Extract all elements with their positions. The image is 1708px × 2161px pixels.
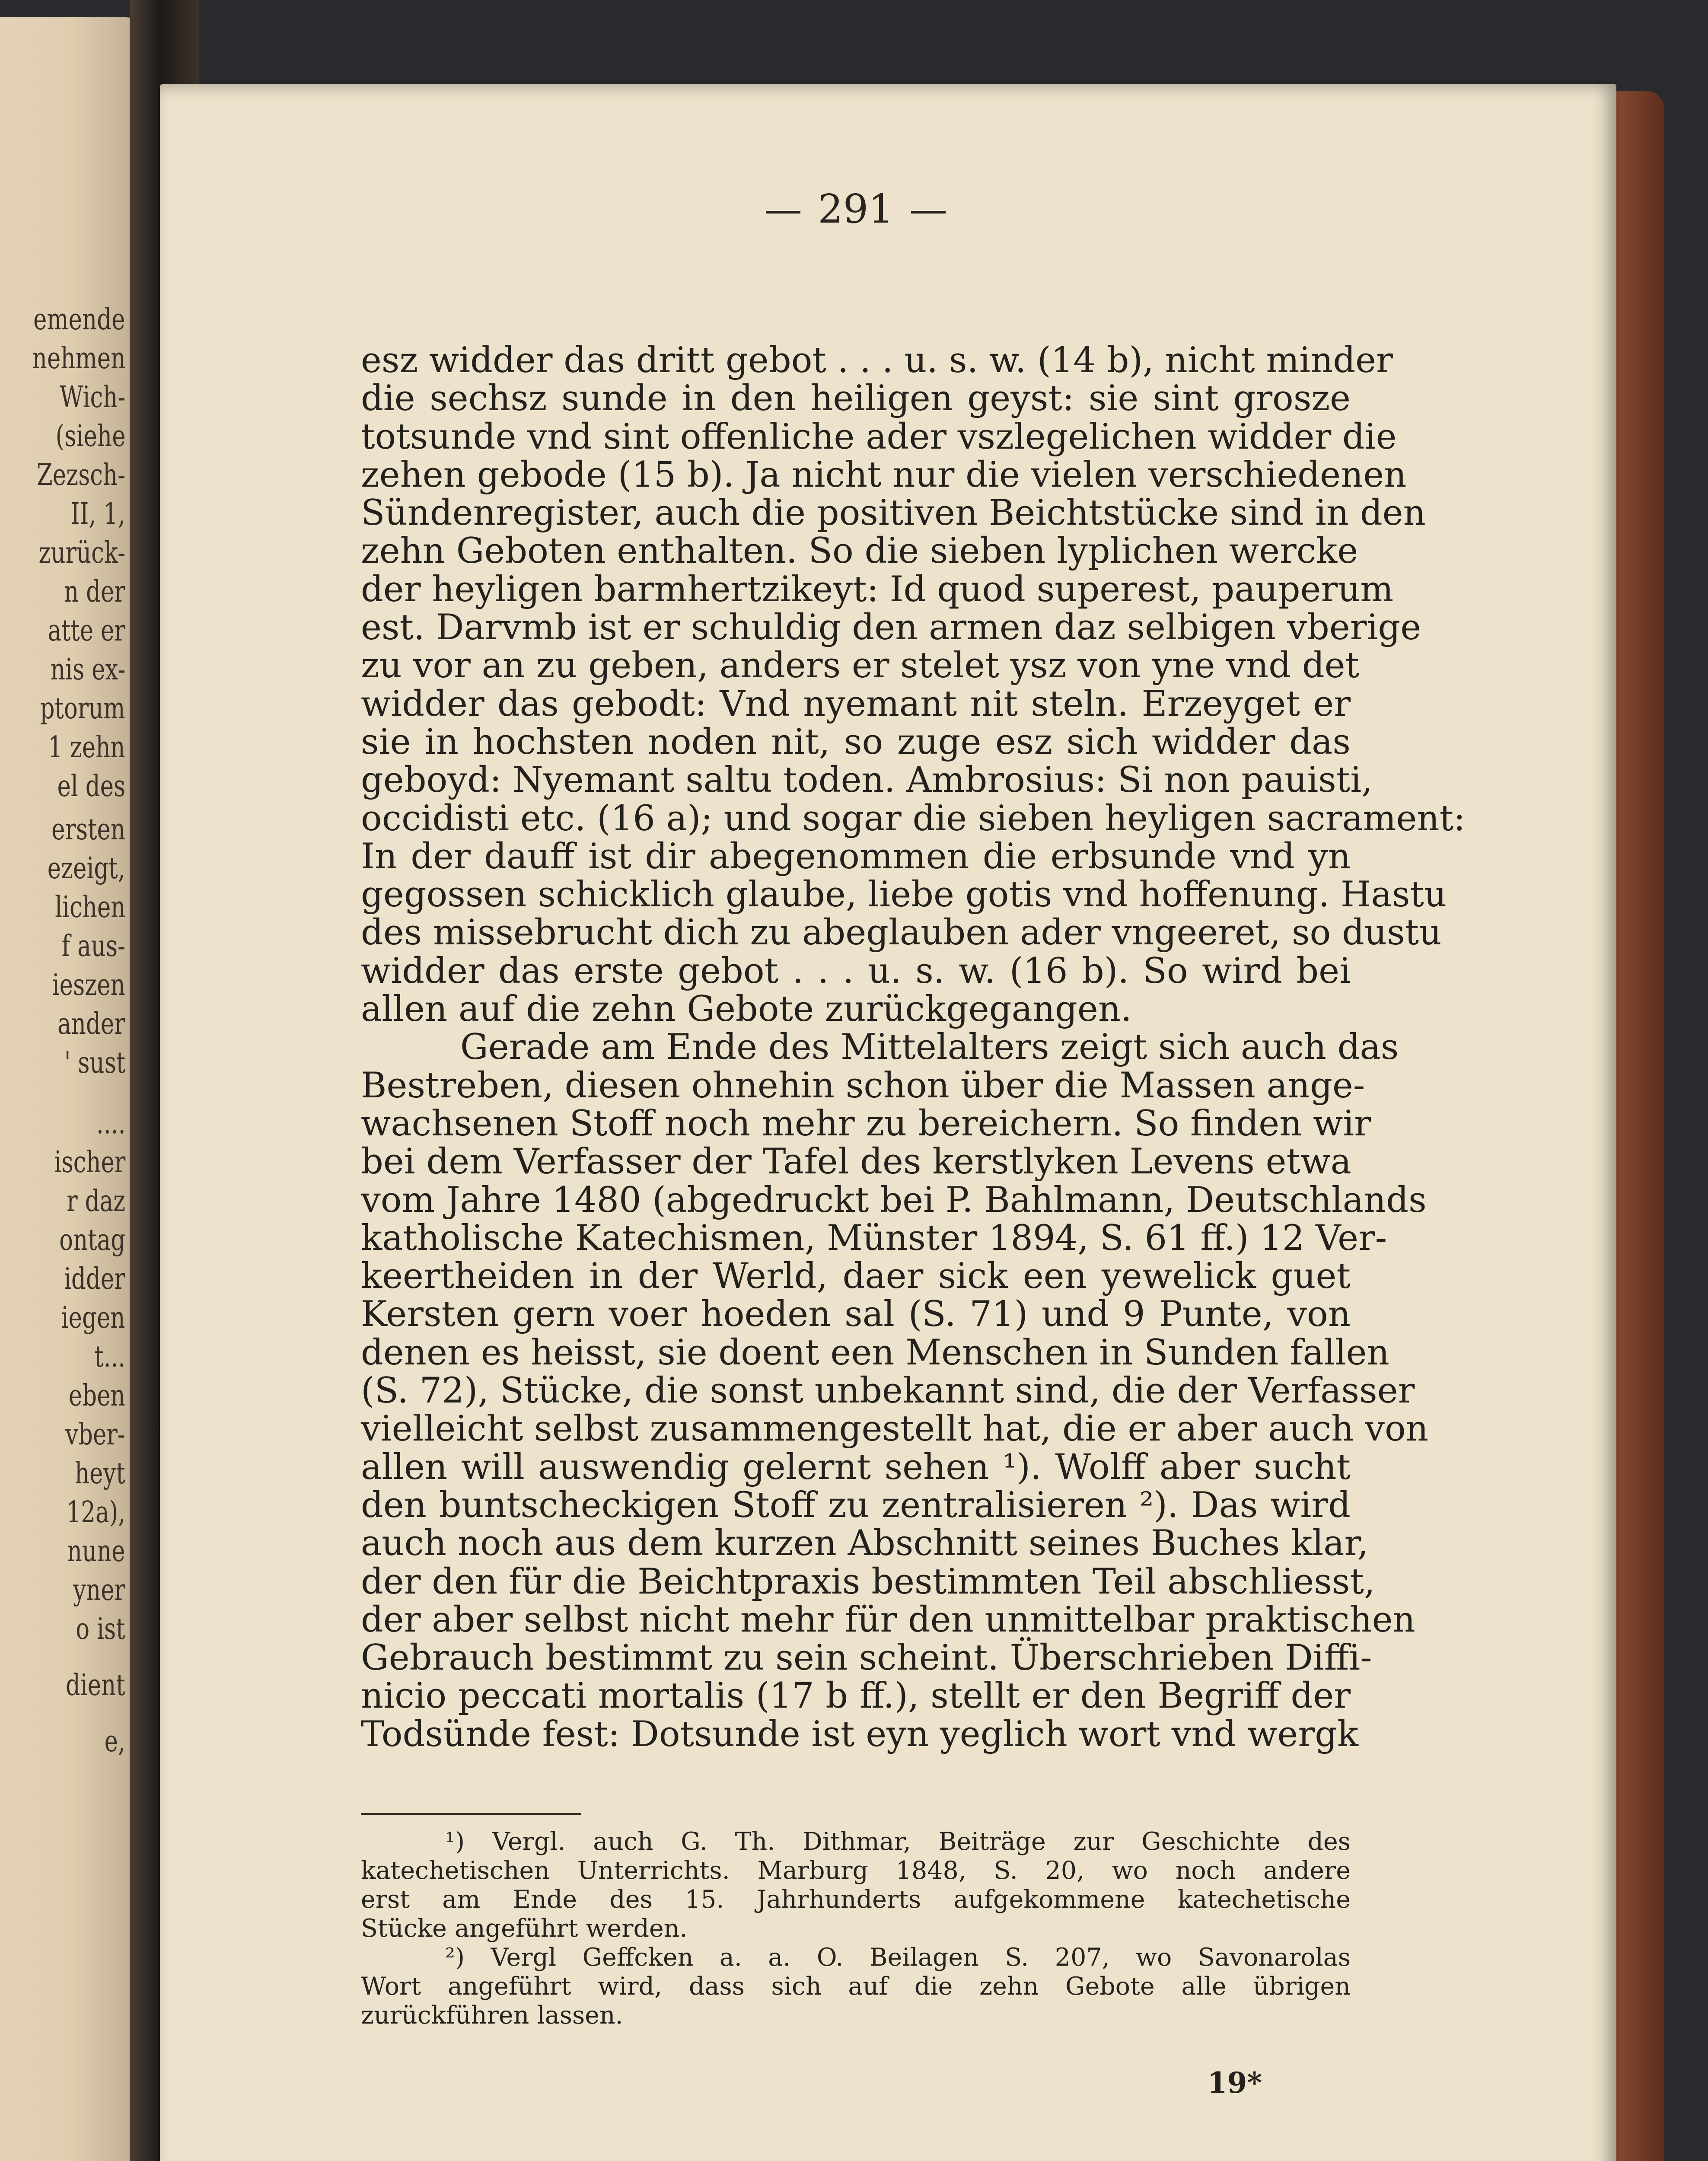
left-page-fragment: t... bbox=[94, 1340, 125, 1374]
body-line: In der dauff ist dir abegenommen die erbsunde vnd yn bbox=[361, 836, 1351, 877]
footnote-rule bbox=[361, 1813, 581, 1815]
body-line: widder das erste gebot . . . u. s. w. (16 b). So wird bei bbox=[361, 950, 1351, 991]
body-line: wachsenen Stoff noch mehr zu bereichern. So finden wir bbox=[361, 1103, 1371, 1144]
body-line: zehn Geboten enthalten. So die sieben lyplichen wercke bbox=[361, 531, 1358, 572]
body-line: der aber selbst nicht mehr für den unmittelbar praktischen bbox=[361, 1599, 1415, 1640]
body-line: est. Darvmb ist er schuldig den armen daz selbigen vberige bbox=[361, 607, 1421, 648]
footnote-line: katechetischen Unterrichts. Marburg 1848, S. 20, wo noch andere bbox=[361, 1856, 1351, 1885]
left-page-fragment: idder bbox=[64, 1262, 125, 1296]
body-line: vielleicht selbst zusammengestellt hat, die er aber auch von bbox=[361, 1409, 1428, 1450]
footnote-line: Stücke angeführt werden. bbox=[361, 1914, 688, 1943]
left-page-fragment: yner bbox=[73, 1573, 125, 1607]
left-page-fragment: heyt bbox=[75, 1457, 125, 1491]
body-line: auch noch aus dem kurzen Abschnitt seines Buches klar, bbox=[361, 1523, 1369, 1564]
body-line: Gerade am Ende des Mittelalters zeigt sich auch das bbox=[460, 1027, 1399, 1068]
left-page-fragment: f aus- bbox=[61, 929, 125, 963]
header-dash-right bbox=[911, 211, 946, 214]
body-line: geboyd: Nyemant saltu toden. Ambrosius: Si non pauisti, bbox=[361, 760, 1373, 801]
footnote-line: Wort angeführt wird, dass sich auf die zehn Gebote alle übrigen bbox=[361, 1972, 1351, 2001]
body-line: gegossen schicklich glaube, liebe gotis vnd hoffenung. Hastu bbox=[361, 874, 1447, 915]
body-line: vom Jahre 1480 (abgedruckt bei P. Bahlmann, Deutschlands bbox=[361, 1179, 1427, 1221]
body-line: bei dem Verfasser der Tafel des kerstlyken Levens etwa bbox=[361, 1141, 1351, 1182]
left-page-fragment: (siehe bbox=[55, 419, 125, 453]
header-dash-left bbox=[766, 211, 800, 214]
body-line: Bestreben, diesen ohnehin schon über die Massen ange- bbox=[361, 1065, 1365, 1106]
left-page-fragment: II, 1, bbox=[70, 497, 125, 531]
left-page-fragment: nune bbox=[67, 1534, 125, 1568]
left-page-fragment: el des bbox=[57, 769, 125, 803]
body-line: die sechsz sunde in den heiligen geyst: sie sint grosze bbox=[361, 378, 1351, 419]
body-line: zehen gebode (15 b). Ja nicht nur die vielen verschiedenen bbox=[361, 454, 1407, 495]
body-line: keertheiden in der Werld, daer sick een yewelick guet bbox=[361, 1256, 1351, 1297]
body-line: occidisti etc. (16 a); und sogar die sieben heyligen sacrament: bbox=[361, 798, 1466, 839]
left-page-fragment: lichen bbox=[54, 890, 125, 924]
footnote-line: zurückführen lassen. bbox=[361, 2001, 623, 2030]
left-page-fragment: 1 zehn bbox=[48, 730, 125, 765]
left-page-fragment: ptorum bbox=[40, 692, 125, 726]
body-line: Gebrauch bestimmt zu sein scheint. Überschrieben Diffi- bbox=[361, 1638, 1372, 1679]
left-page-fragment: Zezsch- bbox=[36, 458, 125, 492]
footnote-line: ¹) Vergl. auch G. Th. Dithmar, Beiträge zur Geschichte des bbox=[445, 1827, 1351, 1856]
left-page-fragment: atte er bbox=[48, 614, 125, 648]
left-page-fragment: iegen bbox=[61, 1301, 125, 1335]
body-line: der heyligen barmhertzikeyt: Id quod superest, pauperum bbox=[361, 569, 1394, 610]
body-line: esz widder das dritt gebot . . . u. s. w. (14 b), nicht minder bbox=[361, 340, 1393, 381]
body-line: zu vor an zu geben, anders er stelet ysz von yne vnd det bbox=[361, 645, 1360, 686]
left-page-fragment: eben bbox=[69, 1379, 125, 1413]
body-line: sie in hochsten noden nit, so zuge esz sich widder das bbox=[361, 721, 1351, 762]
left-page-fragment: ontag bbox=[59, 1223, 125, 1257]
left-page-fragment: dient bbox=[66, 1668, 125, 1702]
body-line: Todsünde fest: Dotsunde ist eyn yeglich wort vnd wergk bbox=[361, 1714, 1359, 1755]
left-page-fragment: vber- bbox=[65, 1418, 125, 1452]
footnotes bbox=[361, 1827, 1351, 2030]
left-page-fragment: ischer bbox=[54, 1145, 125, 1179]
left-page-fragment: nehmen bbox=[32, 341, 125, 376]
body-line: allen will auswendig gelernt sehen ¹). Wolff aber sucht bbox=[361, 1447, 1351, 1488]
body-text bbox=[361, 340, 1466, 1755]
footnote-line: ²) Vergl Geffcken a. a. O. Beilagen S. 207, wo Savonarolas bbox=[445, 1943, 1351, 1972]
left-page-fragment: ander bbox=[57, 1007, 125, 1041]
left-page-fragment: e, bbox=[104, 1724, 125, 1759]
body-line: nicio peccati mortalis (17 b ff.), stellt er den Begriff der bbox=[361, 1676, 1351, 1717]
left-page-fragment: .... bbox=[96, 1106, 125, 1141]
left-page-fragment: n der bbox=[64, 575, 125, 609]
left-page-fragment: ' sust bbox=[64, 1046, 125, 1080]
signature-mark: 19* bbox=[1207, 2066, 1262, 2100]
left-page-fragment: nis ex- bbox=[50, 653, 125, 687]
body-line: totsunde vnd sint offenliche ader vszlegelichen widder die bbox=[361, 416, 1397, 457]
left-page-fragment: ieszen bbox=[52, 968, 125, 1002]
body-line: allen auf die zehn Gebote zurückgegangen. bbox=[361, 989, 1132, 1030]
left-page-fragment: ezeigt, bbox=[48, 851, 125, 886]
left-page-fragment: r daz bbox=[67, 1184, 125, 1218]
body-line: des missebrucht dich zu abeglauben ader vngeeret, so dustu bbox=[361, 912, 1442, 953]
body-line: katholische Katechismen, Münster 1894, S. 61 ff.) 12 Ver- bbox=[361, 1218, 1387, 1259]
body-line: widder das gebodt: Vnd nyemant nit steln. Erzeyget er bbox=[361, 683, 1351, 724]
left-page-fragment: o ist bbox=[76, 1612, 125, 1646]
body-line: Sündenregister, auch die positiven Beichtstücke sind in den bbox=[361, 493, 1426, 534]
body-line: (S. 72), Stücke, die sonst unbekannt sind, die der Verfasser bbox=[361, 1371, 1415, 1412]
footnote-line: erst am Ende des 15. Jahrhunderts aufgekommene katechetische bbox=[361, 1885, 1351, 1914]
body-line: denen es heisst, sie doent een Menschen in Sunden fallen bbox=[361, 1332, 1389, 1373]
body-line: der den für die Beichtpraxis bestimmten Teil abschliesst, bbox=[361, 1561, 1375, 1602]
body-line: den buntscheckigen Stoff zu zentralisieren ²). Das wird bbox=[361, 1485, 1351, 1526]
left-page-fragment: Wich- bbox=[59, 380, 125, 414]
left-page-fragment: zurück- bbox=[38, 536, 125, 570]
page-number: 291 bbox=[818, 186, 894, 232]
left-page-fragment: ersten bbox=[51, 813, 125, 847]
page-header bbox=[743, 186, 968, 232]
left-page-fragment: emende bbox=[33, 303, 125, 337]
left-page-fragment: 12a), bbox=[66, 1495, 125, 1530]
body-line: Kersten gern voer hoeden sal (S. 71) und 9 Punte, von bbox=[361, 1294, 1351, 1335]
